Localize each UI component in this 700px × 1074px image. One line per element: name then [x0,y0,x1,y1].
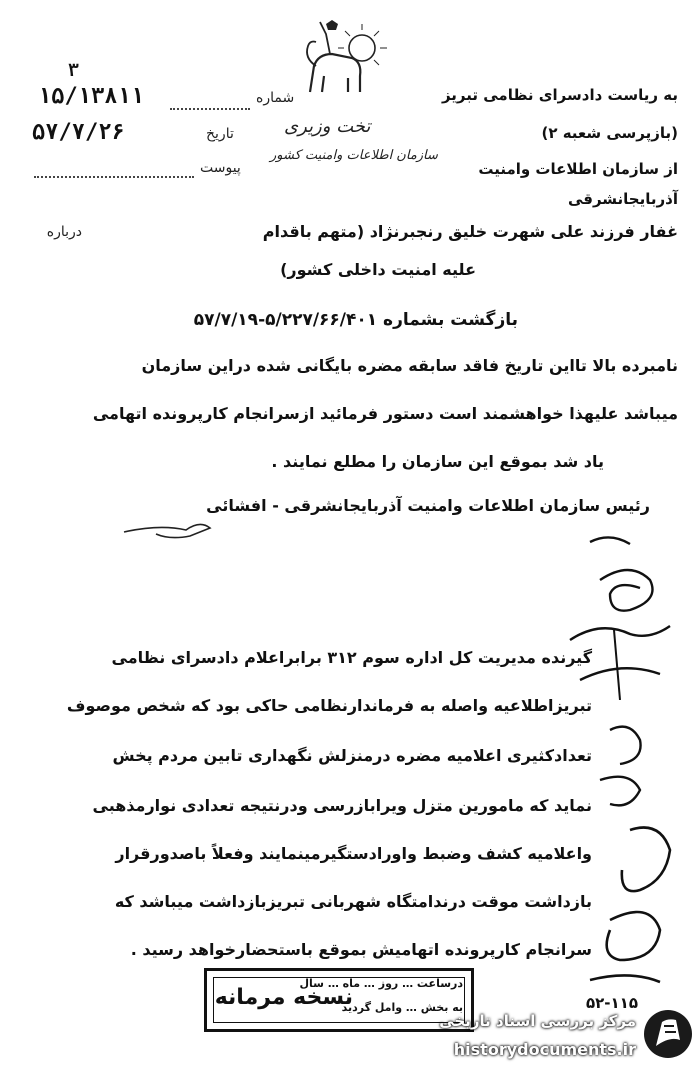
subject-line-1: غفار فرزند علی شهرت خلیق رنجبرنژاد (متهم باقدام [262,222,678,241]
watermark-url: historydocuments.ir [453,1040,636,1059]
body-line-3: یاد شد بموقع این سازمان را مطلع نمایند . [271,452,604,471]
copy-note-line-7: سرانجام کارپرونده اتهامیش بموقع باستحضارخواهد رسید . [130,940,592,959]
addressee-line-2: (بازپرسی شعبه ۲) [541,124,678,142]
body-line-2: میباشد علیهذا خواهشمند است دستور فرمائید ازسرانجام کارپرونده اتهامی [92,404,678,423]
signatory-title: رئیس سازمان اطلاعات وامنیت آذربایجانشرقی - افشائی [206,496,650,515]
copy-note-line-1: گیرنده مدیریت کل اداره سوم ۳۱۲ برابراعلام دادسرای نظامی [111,648,592,667]
attachment-label: پیوست [200,160,241,176]
archive-watermark [436,996,696,1072]
stamp-row-1: درساعت … روز … ماه … سال [299,977,463,990]
lion-and-sun-emblem [296,18,392,100]
subject-label: درباره [46,224,82,240]
number-label: شماره [256,90,295,106]
date-field [20,118,270,148]
archive-logo-icon [640,1006,696,1062]
addressee-line-1: به ریاست دادسرای نظامی تبریز [441,86,678,104]
stamp-main-text: نسخه مرمانه [214,985,353,1010]
subject-line-2: علیه امنیت داخلی کشور) [280,260,476,279]
handwritten-signature-1 [560,530,690,700]
date-value: ۵۷/۷/۲۶ [32,120,125,145]
copy-note-line-6: بازداشت موقت درندامتگاه شهربانی تبریزبازداشت میباشد که [114,892,592,911]
initials-scribble [120,514,240,544]
copy-note-line-3: تعدادکثیری اعلامیه مضره درمنزلش نگهداری تابین مردم پخش [112,746,592,765]
attachment-field [24,158,264,182]
body-line-1: نامبرده بالا تااین تاریخ فاقد سابقه مضره بایگانی شده دراین سازمان [141,356,678,375]
copy-note-line-2: تبریزاطلاعیه واصله به فرماندارنظامی حاکی بود که شخص موصوف [66,696,592,715]
ministry-line: سازمان اطلاعات وامنیت کشور [270,148,438,163]
copy-note-line-4: نماید که مامورین متزل ویرابازرسی ودرنتیجه تعدادی نوارمذهبی [92,796,592,815]
number-field [20,84,295,112]
copy-note-line-5: واعلامیه کشف وضبط واورادستگیرمینمایند وفعلاً باصدورقرار [115,844,592,863]
reference-number: بازگشت بشماره ۵/۲۲۷/۶۶/۴۰۱-۵۷/۷/۱۹ [193,310,518,330]
addressee-line-4: آذربایجانشرقی [567,190,678,208]
watermark-title: مرکز بررسی اسناد تاریخی [439,1012,636,1030]
stamp-row-2: به بخش … وامل گردید [341,1001,463,1014]
number-superscript: ۳ [68,60,79,81]
margin-number: ۵۲-۱۱۵ [585,994,638,1012]
confidential-stamp [204,968,474,1032]
emblem-caption: تخت وزیری [284,116,371,137]
addressee-line-3: از سازمان اطلاعات وامنیت [478,160,678,178]
number-dots [170,108,250,110]
attachment-dots [34,176,194,178]
number-value: ۱۵/۱۳۸۱۱ [38,84,144,109]
date-label: تاریخ [206,126,234,142]
